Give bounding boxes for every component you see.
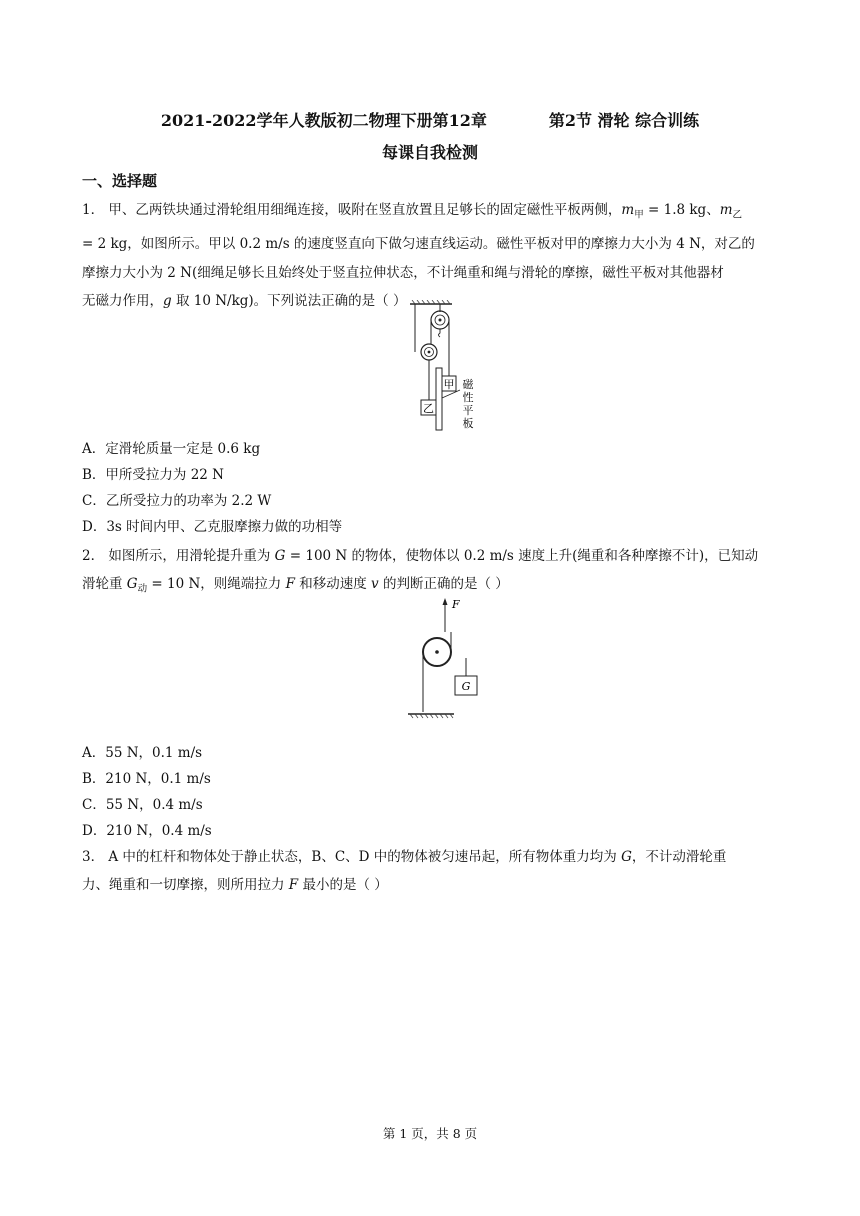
page-subtitle: 每课自我检测 bbox=[381, 143, 478, 162]
label-block-jia: 甲 bbox=[443, 378, 455, 391]
q1-line-2: = 2 kg，如图所示。甲以 0.2 m/s 的速度竖直向下做匀速直线运动。磁性平板对甲的摩擦力大小为 4 N，对乙的 bbox=[82, 236, 755, 253]
plate-label-char-4: 板 bbox=[462, 417, 474, 430]
q2-option-a: A．55 N，0.1 m/s bbox=[82, 745, 203, 761]
q2-option-d: D．210 N，0.4 m/s bbox=[82, 823, 212, 839]
plate-label-char-1: 磁 bbox=[462, 378, 474, 391]
q1-line-1: 1． 甲、乙两铁块通过滑轮组用细绳连接，吸附在竖直放置且足够长的固定磁性平板两侧，$m_甲 = 1.8$ kg、$m_乙$ bbox=[82, 202, 743, 221]
label-block-yi: 乙 bbox=[423, 402, 434, 415]
plate-label-char-3: 平 bbox=[462, 404, 474, 417]
q2-option-b: B．210 N，0.1 m/s bbox=[82, 771, 211, 787]
figure-pulley-lift bbox=[404, 596, 488, 728]
title-right: 第2节 滑轮 综合训练 bbox=[548, 111, 700, 130]
figure-pulley-magnetic-plate bbox=[398, 300, 488, 436]
q1-option-d: D．3s 时间内甲、乙克服摩擦力做的功相等 bbox=[82, 519, 343, 535]
title-left: 2021-2022学年人教版初二物理下册第12章 bbox=[160, 111, 487, 130]
q3-line-1: 3． A 中的杠杆和物体处于静止状态，B、C、D 中的物体被匀速吊起，所有物体重力均为 G，不计动滑轮重 bbox=[82, 849, 727, 865]
q1-line-4: 无磁力作用，g 取 10 N/kg)。下列说法正确的是（ ） bbox=[82, 292, 407, 309]
q1-option-c: C．乙所受拉力的功率为 2.2 W bbox=[82, 493, 272, 509]
label-weight-g: G bbox=[461, 680, 471, 693]
question-3 bbox=[82, 843, 802, 900]
page-footer: 第 1 页，共 8 页 bbox=[382, 1126, 478, 1141]
plate-label-char-2: 性 bbox=[462, 391, 474, 404]
page-title bbox=[0, 110, 860, 132]
section-heading: 一、选择题 bbox=[82, 172, 158, 190]
q2-option-c: C．55 N，0.4 m/s bbox=[82, 797, 203, 813]
q1-option-b: B．甲所受拉力为 22 N bbox=[82, 467, 224, 483]
q2-line-1: 2． 如图所示，用滑轮提升重为 G = 100 N 的物体，使物体以 0.2 m/s 速度上升(绳重和各种摩擦不计)，已知动 bbox=[82, 548, 759, 564]
q1-line-3: 摩擦力大小为 2 N(细绳足够长且始终处于竖直拉伸状态，不计绳重和绳与滑轮的摩擦，磁性平板对其他器材 bbox=[82, 264, 724, 281]
q2-line-2: 滑轮重 $G_动 = 10$ N，则绳端拉力 F 和移动速度 v 的判断正确的是（ ） bbox=[82, 576, 509, 596]
q1-option-a: A．定滑轮质量一定是 0.6 kg bbox=[82, 441, 261, 457]
label-force-f: F bbox=[452, 598, 460, 611]
question-1 bbox=[82, 196, 802, 315]
q3-line-2: 力、绳重和一切摩擦，则所用拉力 F 最小的是（ ） bbox=[82, 877, 388, 894]
